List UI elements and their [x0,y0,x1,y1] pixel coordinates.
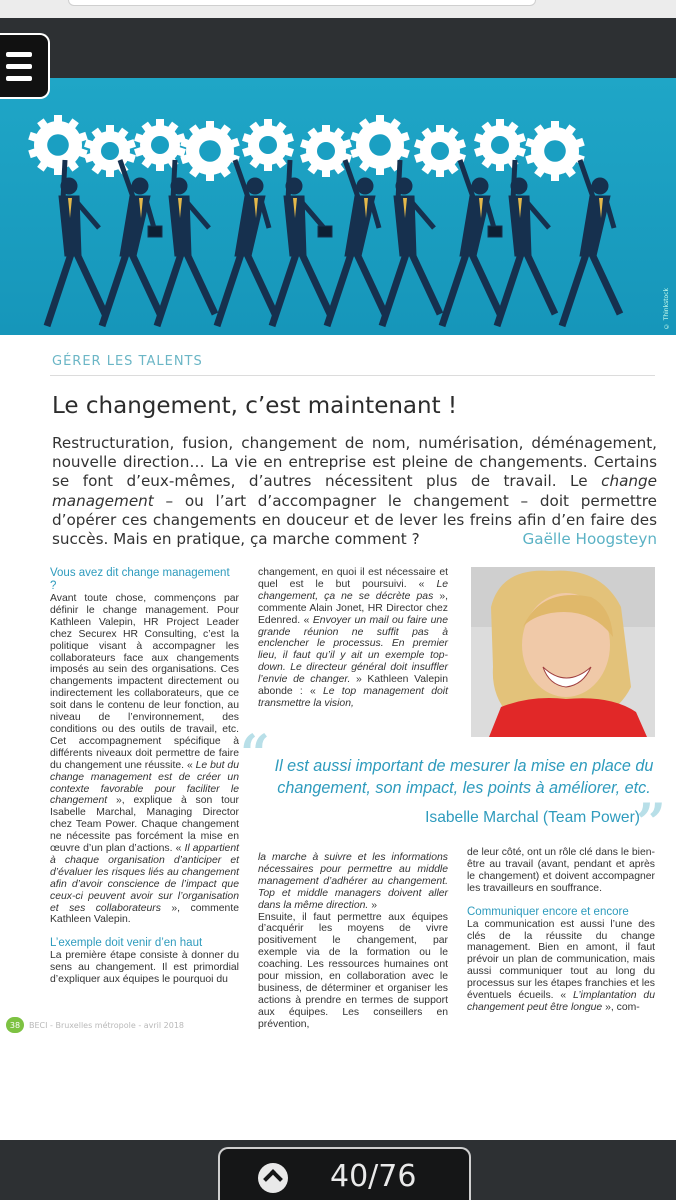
article-title: Le changement, c’est maintenant ! [52,393,458,419]
document-page [0,335,676,1140]
hamburger-menu-icon[interactable] [0,33,50,99]
viewer-header-bar [0,18,676,78]
open-quote-icon: “ [240,724,270,785]
subheading-example-from-top: L’exemple doit venir d’en haut [50,937,203,950]
gear-icon [300,125,352,177]
smiling-woman-photo [471,567,655,737]
running-person-figure [217,160,275,326]
business-people-carrying-gears-illustration [0,78,676,335]
gear-icon [134,119,186,171]
photo-credit: © Thinkstock [663,288,670,330]
running-person-figure [157,160,215,326]
gear-icon [414,125,466,177]
column-3 [467,847,655,1014]
column-1 [50,567,239,986]
page-footer [6,1017,184,1033]
subheading-communicate: Communiquer encore et encore [467,905,629,918]
running-person-figure [47,160,105,326]
column-2-bottom [258,852,448,1031]
running-person-figure [382,160,440,326]
page-indicator: 40/76 [330,1159,417,1194]
footer-text: BECI - Bruxelles métropole - avril 2018 [29,1020,185,1030]
address-bar[interactable] [68,0,536,6]
gear-icon [242,119,294,171]
hero-illustration [0,78,676,335]
running-person-figure [327,160,385,326]
paragraph: La communication est aussi l’une des clés de la réussite du change management. Bien en amont, il faut prévoir un plan de communication, mais aussi communiquer tout au long du processus sur les étapes franchies et les éventuels écueils. « L’implantation du changement peut être longue », com- [467,918,655,1013]
article-author: Gaëlle Hoogsteyn [522,530,657,549]
running-person-figure [102,160,162,326]
paragraph: Avant toute chose, commençons par définir le change management. Pour Kathleen Valepin, HR Project Leader chez Securex HR Consulting, c’est la politique visant à accompagner les collaborateurs face aux changements imposés au sein des organisations. Ces changements impactent directement ou indirectement les collaborateurs, que ce soit dans le contenu de leur fonction, au niveau de l’environnement, des conditions ou des outils de travail, etc. Cet accompagnement spécifique à différents niveaux doit permettre de faire du changement une réussite. « Le but du change management est de créer un contexte favorable pour faciliter le changement », explique à son tour Isabelle Marchal, Managing Director chez Team Power. Chaque changement ne nécessite pas forcément la mise en œuvre d’un plan d’actions. « Il appartient à chaque organisation d’anticiper et d’évaluer les risques liés au changement afin d’avoir conscience de l’impact que ceux-ci peuvent avoir sur l’organisation et ses collaborateurs », commente Kathleen Valepin. [50,593,240,926]
pull-quote-text: Il est aussi important de mesurer la mise en place du changement, son impact, les points à améliorer, etc. [274,757,654,797]
browser-top-strip [0,0,676,18]
article-lede: Restructuration, fusion, changement de nom, numérisation, déménagement, nouvelle direction… La vie en entreprise est pleine de changements. Certains se font d’eux-mêmes, d’autres nécessitent plus de travail. Le change management – ou l’art d’accompagner le changement – doit permettre d’opérer ces changements en douceur et de lever les freins afin d’en faire des succès. Mais en pratique, ça marche comment ? Gaëlle Hoogsteyn [52,434,657,549]
paragraph: la marche à suivre et les informations nécessaires pour permettre au middle management d’adhérer au changement. Top et middle managers doivent aller dans la même direction. » [258,852,448,911]
section-divider [50,375,655,376]
page-number-badge: 38 [6,1017,24,1033]
column-2-top [258,567,448,710]
gear-icon [180,121,240,181]
gear-icon [84,125,136,177]
paragraph: La première étape consiste à donner du sens au changement. Il est primordial d’expliquer aux équipes le pourquoi du [50,950,239,986]
paragraph: Ensuite, il faut permettre aux équipes d’acquérir les moyens de vivre positivement le changement, par exemple via de la formation ou le coaching. Les ressources humaines ont pour mission, en collaboration avec le business, de déterminer et organiser les actions à prendre en termes de support aux équipes. Les conseillers en prévention, [258,911,448,1030]
section-label: GÉRER LES TALENTS [52,354,203,369]
paragraph: changement, en quoi il est nécessaire et quel est le but poursuivi. « Le changement, ça ne se décrète pas », commente Alain Jonet, HR Director chez Edenred. « Envoyer un mail ou faire une grande réunion ne suffit pas à enclencher le processus. En premier lieu, il faut qu’il y ait un exemple top-down. Le directeur général doit insuffler l’envie de changer. » Kathleen Valepin abonde : « Le top management doit transmettre la vision, [258,567,448,709]
portrait-photo [471,567,655,737]
subheading-change-management: Vous avez dit change management ? [50,567,230,592]
gear-icon [474,119,526,171]
gear-icon [525,121,585,181]
pull-quote-author: Isabelle Marchal (Team Power) [425,809,640,826]
pull-quote [240,724,670,854]
running-person-figure [272,160,332,326]
gear-icon [28,115,88,175]
paragraph: de leur côté, ont un rôle clé dans le bien-être au travail (avant, pendant et après le changement) et doivent accompagner les travailleurs en souffrance. [467,847,655,894]
running-person-figure [562,160,620,326]
running-person-figure [497,160,555,326]
close-quote-icon: ” [636,793,666,854]
chevron-up-icon[interactable] [258,1163,288,1193]
running-person-figure [442,160,502,326]
page-navigator [218,1147,471,1200]
